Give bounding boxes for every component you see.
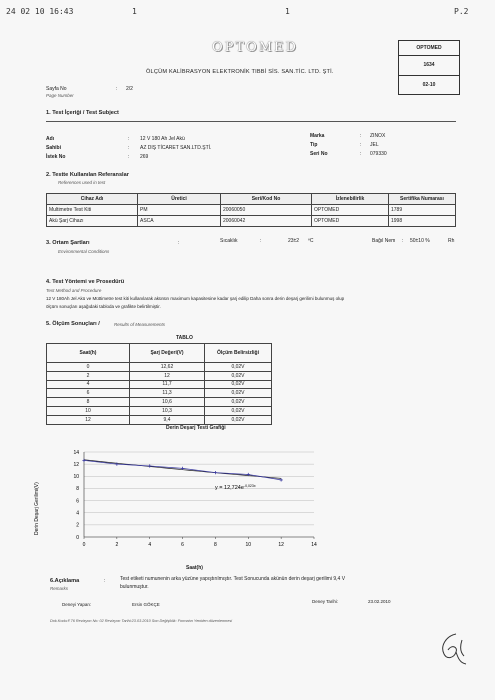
fax-number-1: 1 (132, 7, 137, 16)
page-colon: : (116, 86, 118, 92)
remarks-line-2: bulunmuştur. (120, 584, 149, 590)
right-colon-2: : (360, 142, 362, 148)
data-point (214, 471, 217, 474)
data-point (82, 459, 85, 462)
data-point (148, 464, 151, 467)
report-number: 1634 (399, 56, 459, 76)
subject-request-value: 269 (140, 154, 149, 160)
cell: 2 (47, 371, 130, 380)
table-row (47, 398, 272, 407)
table-header-row (47, 194, 456, 205)
cell: OPTOMED (312, 216, 389, 227)
table-row (47, 205, 456, 216)
subject-name-value: 12 V 180 Ah Jel Akü (140, 136, 185, 142)
subject-owner-value: AZ DIŞ TİCARET SAN.LTD.ŞTİ. (140, 145, 212, 151)
results-table-title: TABLO (176, 335, 193, 341)
cell: 10 (47, 406, 130, 415)
subject-name-label: Adı (46, 136, 55, 142)
chart-grid (84, 452, 314, 537)
serial-value: 079330 (370, 151, 387, 157)
cell: 0,02V (205, 389, 272, 398)
table-row (47, 216, 456, 227)
temperature-unit: ºC (308, 238, 314, 244)
page-label: Sayfa No (46, 86, 67, 92)
x-tick-label: 2 (115, 542, 119, 548)
cell: 1789 (389, 205, 456, 216)
col-certificate: Sertifika Numarası (389, 194, 456, 205)
section-3-subtitle: Environmental Conditions (58, 249, 110, 254)
cell: Multimetre Test Kiti (47, 205, 138, 216)
cell: 11,7 (130, 380, 205, 389)
table-row (47, 406, 272, 415)
company-logo: OPTOMED (212, 40, 298, 55)
section-5-subtitle: Results of Measurements (114, 322, 166, 327)
section-6-title: 6.Açıklama (50, 578, 80, 584)
y-axis-label: Derin Deşarj Gerilimi(V) (34, 482, 40, 535)
trend-equation: $y = 12,724e^{-0,023x}$ (215, 484, 256, 491)
fax-number-2: 1 (285, 7, 290, 16)
cell: 12 (47, 415, 130, 424)
subject-request-label: İstek No (46, 154, 66, 160)
section-1-title: 1. Test İçeriği / Test Subject (46, 110, 119, 116)
type-value: JEL (370, 142, 379, 148)
subject-colon-2: : (128, 145, 130, 151)
y-tick-label: 2 (76, 522, 79, 529)
right-colon-3: : (360, 151, 362, 157)
section-2-title: 2. Testte Kullanılan Referanslar (46, 172, 129, 178)
data-point (280, 478, 283, 481)
x-tick-label: 12 (278, 542, 284, 548)
test-date-label: Deney Tarihi: (312, 599, 339, 604)
signature (436, 630, 470, 668)
table-header-row (47, 344, 272, 363)
tester-name: Ersin GÖKÇE (132, 602, 160, 607)
subject-colon-3: : (128, 154, 130, 160)
type-label: Tip (310, 142, 318, 148)
cell: 4 (47, 380, 130, 389)
cell: 0,02V (205, 380, 272, 389)
report-id-box (398, 40, 460, 95)
cell: 0,02V (205, 398, 272, 407)
y-tick-label: 10 (73, 474, 79, 481)
cell: Akü Şarj Cihazı (47, 216, 138, 227)
table-row (47, 371, 272, 380)
chart-axes (84, 452, 314, 539)
col-device: Cihaz Adı (47, 194, 138, 205)
x-tick-label: 0 (82, 542, 86, 548)
chart-ticks (73, 450, 317, 548)
cell: 0 (47, 363, 130, 372)
humidity-unit: Rh (448, 238, 455, 244)
id-box-title: OPTOMED (399, 41, 459, 56)
cell: 0,02V (205, 406, 272, 415)
y-tick-label: 14 (73, 449, 79, 456)
brand-value: ZINOX (370, 133, 386, 139)
cell: 20060050 (221, 205, 312, 216)
cell: 8 (47, 398, 130, 407)
method-text-line-2: ölçüm sonuçları aşağıdaki tabloda ve grafikte belirtilmiştir. (46, 304, 161, 309)
fax-page: P.2 (454, 7, 469, 16)
col-traceability: İzlenebilirlik (312, 194, 389, 205)
results-table (46, 343, 272, 425)
table-row (47, 415, 272, 424)
x-tick-label: 14 (311, 542, 317, 548)
cell: 20060042 (221, 216, 312, 227)
chart-title: Derin Deşarj Testi Grafiği (166, 425, 226, 431)
col-charge: Şarj Değeri(V) (130, 344, 205, 363)
y-tick-label: 6 (76, 498, 79, 505)
x-tick-label: 10 (245, 542, 252, 548)
section-2-subtitle: References used in test (58, 180, 106, 185)
cell: ASCA (138, 216, 221, 227)
col-hour: Saat(h) (47, 344, 130, 363)
table-row (47, 389, 272, 398)
section-4-subtitle: Test Method and Procedure (46, 288, 102, 293)
right-colon-1: : (360, 133, 362, 139)
cell: 11,3 (130, 389, 205, 398)
serial-label: Seri No (310, 151, 328, 157)
temperature-colon: : (260, 238, 262, 244)
series-line (84, 460, 281, 480)
subject-colon-1: : (128, 136, 130, 142)
temperature-value: 23±2 (288, 238, 300, 244)
humidity-value: 50±10 % (410, 238, 430, 244)
humidity-label: Bağıl Nem (372, 238, 396, 244)
cell: 12 (130, 371, 205, 380)
y-tick-label: 0 (76, 534, 79, 541)
y-tick-label: 12 (73, 461, 79, 468)
subject-owner-label: Sahibi (46, 145, 62, 151)
col-serial: Seri/Kod No (221, 194, 312, 205)
page-sublabel: Page Number (46, 93, 74, 98)
cell: 1998 (389, 216, 456, 227)
page-value: 2/2 (126, 86, 133, 92)
x-tick-label: 6 (181, 542, 184, 548)
table-row (47, 380, 272, 389)
cell: 12,62 (130, 363, 205, 372)
section-1-rule (46, 121, 456, 122)
section-4-title: 4. Test Yöntemi ve Prosedürü (46, 279, 125, 285)
discharge-chart (30, 440, 330, 562)
humidity-colon: : (402, 238, 404, 244)
cell: 0,02V (205, 371, 272, 380)
section-5-title: 5. Ölçüm Sonuçları / (46, 321, 100, 327)
brand-label: Marka (310, 133, 325, 139)
report-date: 02-10 (422, 82, 436, 88)
chart-series (82, 459, 282, 482)
fax-timestamp: 24 02 10 16:43 (6, 7, 74, 16)
x-axis-label: Saat(h) (186, 565, 203, 571)
cell: OPTOMED (312, 205, 389, 216)
y-tick-label: 4 (76, 510, 79, 517)
test-date: 23.02.2010 (368, 599, 391, 604)
section-6-subtitle: Remarks (50, 586, 69, 591)
section-3-colon: : (178, 240, 180, 246)
section-6-colon: : (104, 578, 106, 584)
cell: 10,6 (130, 398, 205, 407)
tester-label: Deneyi Yapan: (62, 602, 92, 607)
cell: 6 (47, 389, 130, 398)
cell: PM (138, 205, 221, 216)
col-maker: Üretici (138, 194, 221, 205)
method-text-line-1: 12 V 180Ah Jel Akü ve Müttimetre test kiti kullanılarak akünün maximum kapasitesine kadar şarj edilip Daha sonra derin deşarj gerilimi bulunmuş olup (46, 296, 345, 301)
cell: 9,4 (130, 415, 205, 424)
cell: 0,02V (205, 415, 272, 424)
remarks-line-1: Test etiketi numunenin arka yüzüne yapıştırılmıştır. Test Sonucunda akünün derin deşarj gerilimi 9,4 V (120, 576, 346, 582)
x-tick-label: 8 (214, 542, 217, 548)
references-table (46, 193, 456, 227)
col-uncertainty: Ölçüm Belirsizliği (205, 344, 272, 363)
section-3-title: 3. Ortam Şartları (46, 240, 90, 246)
cell: 0,02V (205, 363, 272, 372)
temperature-label: Sıcaklık (220, 238, 238, 244)
document-code: Dok.Kodu:F.76 Revizyon No: 02 Revizyon Tarihi:23.03.2010 Son Değişiklik: Formatın Yeniden düzenlenmesi (50, 619, 233, 623)
cell: 10,3 (130, 406, 205, 415)
table-row (47, 363, 272, 372)
y-tick-label: 8 (76, 486, 79, 493)
company-name: ÖLÇÜM KALİBRASYON ELEKTRONİK TIBBİ SİS. SAN.TİC. LTD. ŞTİ. (146, 69, 334, 75)
x-tick-label: 4 (148, 542, 152, 548)
